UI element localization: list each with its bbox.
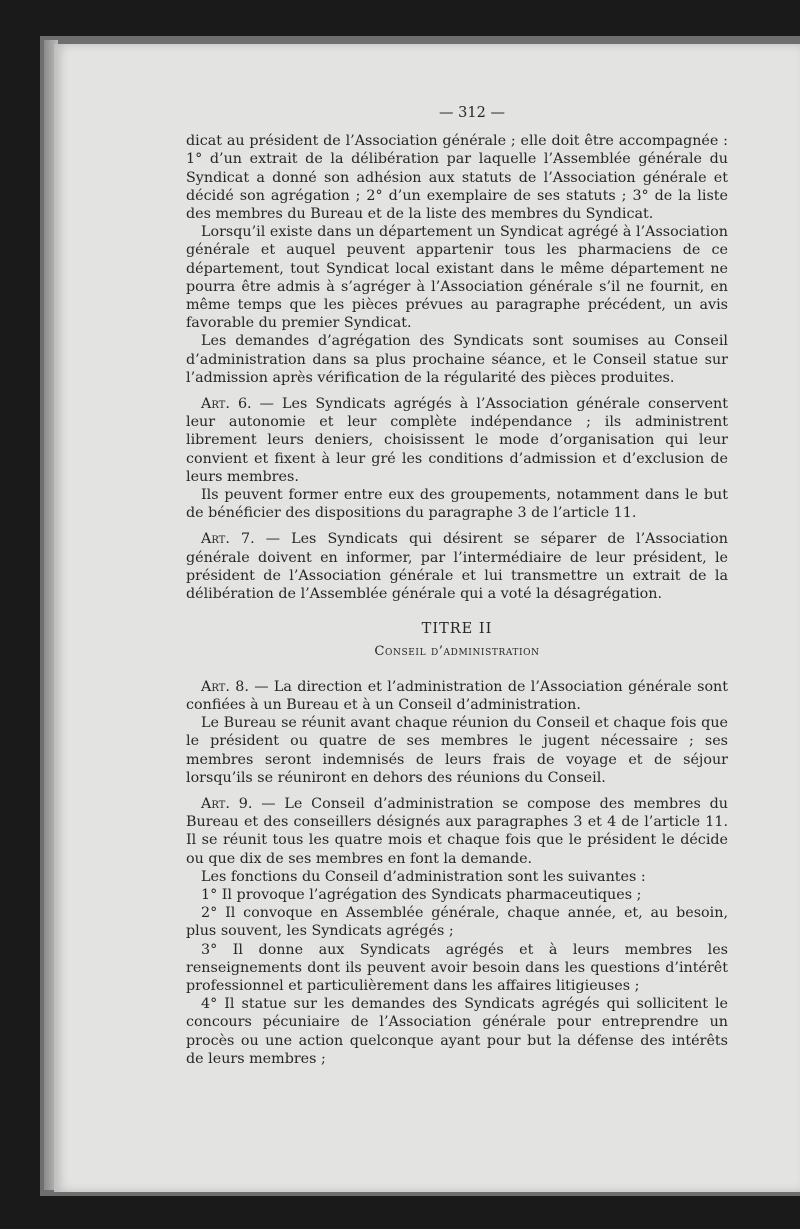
- article-7-text: — Les Syndicats qui désirent se séparer de l’Association générale doivent en informer, par l’intermédiaire de leur président, le président de l’Association générale et lui transmettre un extrait de la délibération de l’Assemblée générale qui a voté la désagrégation.: [186, 531, 729, 603]
- section-subtitle: Conseil d’administration: [374, 644, 540, 660]
- list-item: 4° Il statue sur les demandes des Syndicats agrégés qui sollicitent le concours pécuniaire de l’Association générale pour entreprendre un procès ou une action quelconque ayant pour but la défense des intérêts de leurs membres ;: [186, 996, 728, 1067]
- list-item: 3° Il donne aux Syndicats agrégés et à leurs membres les renseignements dont ils peuvent avoir besoin dans les questions d’intérêt professionnel et particulièrement dans les affaires litigieuses ;: [186, 941, 728, 994]
- article-8-paragraph-2: Le Bureau se réunit avant chaque réunion du Conseil et chaque fois que le président ou quatre de ses membres le jugent nécessaire ; ses membres seront indemnisés de leurs frais de voyage et de séjour lorsqu’ils se réuniront en dehors des réunions du Conseil.: [186, 715, 728, 786]
- article-6-text: — Les Syndicats agrégés à l’Association générale conservent leur autonomie et leur complète indépendance ; ils administrent librement leurs deniers, choisissent le mode d’organisation qui leur convient et fixent à leur gré les conditions d’admission et d’exclusion de leurs membres.: [186, 396, 729, 485]
- paragraph-2: Lorsqu’il existe dans un département un Syndicat agrégé à l’Association générale et auquel peuvent appartenir tous les pharmaciens de ce département, tout Syndicat local existant dans le même département ne pourra être admis à s’agréger à l’Association générale s’il ne fournit, en même temps que les pièces prévues au paragraphe précédent, un avis favorable du premier Syndicat.: [186, 224, 728, 332]
- page-text: [186, 104, 728, 1068]
- article-6-label: Art. 6.: [201, 396, 252, 413]
- article-8: [186, 678, 728, 714]
- article-8-text: — La direction et l’administration de l’Association générale sont confiées à un Bureau et à un Conseil d’administration.: [186, 678, 729, 713]
- article-9: [186, 795, 728, 868]
- article-6: [186, 395, 728, 486]
- paragraph-3: Les demandes d’agrégation des Syndicats sont soumises au Conseil d’administration dans sa plus prochaine séance, et le Conseil statue sur l’admission après vérification de la régularité des pièces produites.: [186, 333, 728, 386]
- article-9-paragraph-2: Les fonctions du Conseil d’administration sont les suivantes :: [201, 868, 646, 885]
- article-9-label: Art. 9.: [201, 795, 253, 812]
- article-7-label: Art. 7.: [201, 531, 255, 548]
- article-8-label: Art. 8.: [201, 678, 249, 695]
- article-9-text: — Le Conseil d’administration se compose des membres du Bureau et des conseillers désignés aux paragraphes 3 et 4 de l’article 11. Il se réunit tous les quatre mois et chaque fois que le président le décide ou que dix de ses membres en font la demande.: [186, 795, 729, 867]
- article-6-paragraph-2: Ils peuvent former entre eux des groupements, notamment dans le but de bénéficier des dispositions du paragraphe 3 de l’article 11.: [186, 487, 728, 522]
- page-number: — 312 —: [439, 105, 505, 121]
- article-7: [186, 530, 728, 603]
- paragraph-1: dicat au président de l’Association générale ; elle doit être accompagnée : 1° d’un extrait de la délibération par laquelle l’Assemblée générale du Syndicat a donné son adhésion aux statuts de l’Association générale et décidé son agrégation ; 2° d’un exemplaire de ses statuts ; 3° de la liste des membres du Bureau et de la liste des membres du Syndicat.: [186, 133, 728, 223]
- list-item: 1° Il provoque l’agrégation des Syndicats pharmaceutiques ;: [201, 886, 642, 903]
- section-title: TITRE II: [421, 621, 493, 638]
- list-item: 2° Il convoque en Assemblée générale, chaque année, et, au besoin, plus souvent, les Syndicats agrégés ;: [186, 905, 728, 940]
